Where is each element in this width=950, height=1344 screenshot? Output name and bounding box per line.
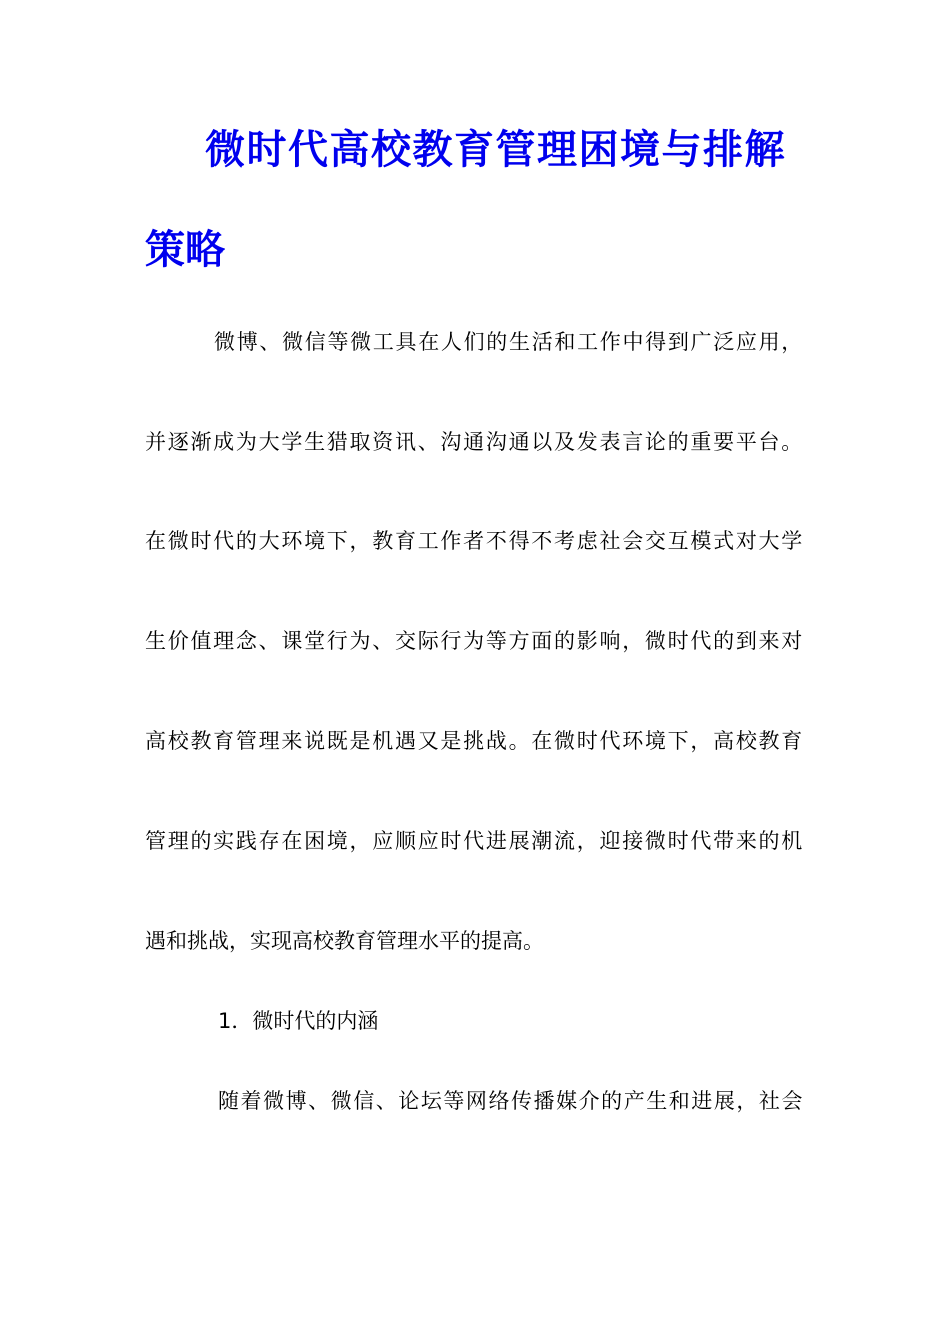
paragraph-line: 遇和挑战，实现高校教育管理水平的提高。 — [145, 929, 544, 953]
paragraph-line: 并逐渐成为大学生猎取资讯、沟通沟通以及发表言论的重要平台。 — [145, 430, 804, 454]
paragraph-line: 管理的实践存在困境，应顺应时代进展潮流，迎接微时代带来的机 — [145, 829, 804, 853]
paragraph-line: 高校教育管理来说既是机遇又是挑战。在微时代环境下，高校教育 — [145, 729, 804, 753]
document-title-line-1: 微时代高校教育管理困境与排解 — [205, 126, 786, 173]
section-heading: 1．微时代的内涵 — [218, 1009, 379, 1033]
paragraph-line: 微博、微信等微工具在人们的生活和工作中得到广泛应用， — [214, 330, 804, 354]
paragraph-line: 随着微博、微信、论坛等网络传播媒介的产生和进展，社会 — [218, 1089, 804, 1113]
document-title-line-2: 策略 — [145, 226, 225, 273]
paragraph-line: 在微时代的大环境下，教育工作者不得不考虑社会交互模式对大学 — [145, 529, 804, 553]
paragraph-line: 生价值理念、课堂行为、交际行为等方面的影响，微时代的到来对 — [145, 629, 804, 653]
